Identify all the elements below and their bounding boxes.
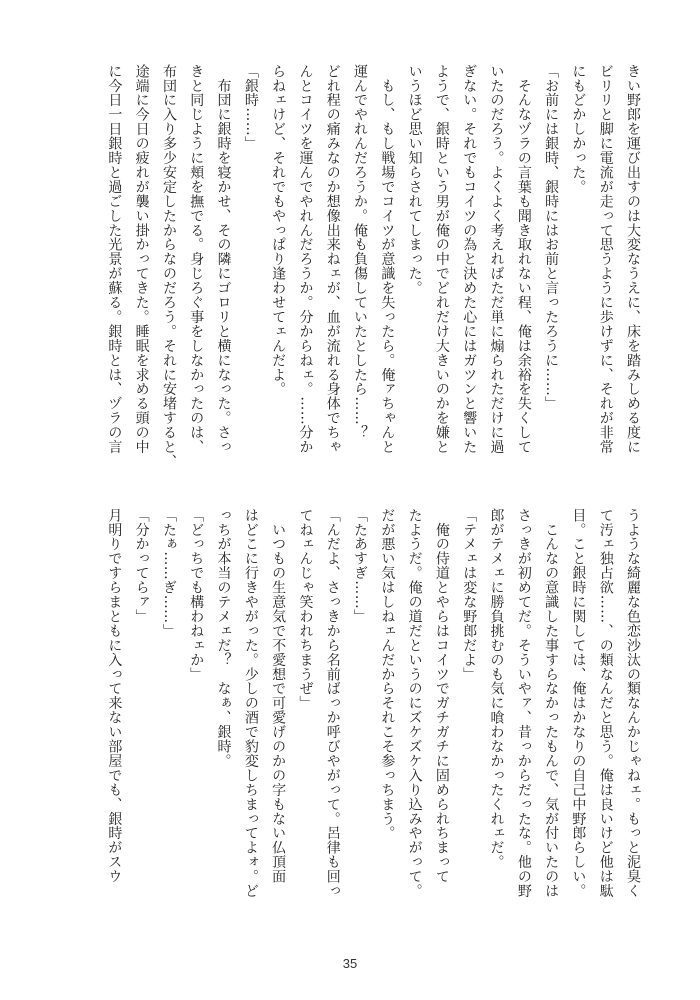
text-column: いうほど思い知らされてしまった。	[406, 64, 423, 296]
text-column: んとコイツを運んでやれんだろうか。分からねェ。……分か	[297, 64, 314, 455]
text-column: に今日一日銀時と過ごした光景が蘇る。銀時とは、ヅラの言	[106, 64, 123, 455]
text-column: 「たぁ……ぎ……」	[160, 508, 177, 639]
text-column: ぎない。それでもコイツの為と決めた心にはガツンと響いた	[461, 64, 478, 455]
text-column: 月明りですらまともに入って来ない部屋でも、銀時がスウ	[106, 508, 123, 884]
text-column: どれ程の痛みなのか想像出来ねェが、血が流れる身体でちゃ	[324, 64, 341, 455]
text-column: 運んでやれんだろうか。俺も負傷していたとしたら……？	[352, 64, 369, 440]
text-column: だが悪い気はしねェんだからそれこそ参っちまう。	[379, 508, 396, 841]
text-column: はどこに行きやがった。少しの酒で豹変しちまってよォ。ど	[242, 508, 259, 899]
text-column: らねェけど、それでもやっぱり逢わせてェんだよ。	[270, 64, 287, 397]
text-column: 郎がテメェに勝負挑むのも気に喰わなかったくれェだ。	[488, 508, 505, 870]
text-column: 目。こと銀時に関しては、俺はかなりの自己中野郎らしい。	[570, 508, 587, 899]
text-column: にもどかしかった。	[570, 64, 587, 195]
text-column: きい野郎を運び出すのは大変なうえに、床を踏みしめる度に	[625, 64, 641, 455]
text-column: 「お前には銀時、銀時にはお前と言ったろうに……」	[543, 64, 560, 411]
text-column: 「分かってらァ」	[133, 508, 150, 624]
text-column: さっきが初めてだ。そういやァ、昔っからだったな。他の野	[515, 508, 532, 899]
text-column: いたのだろう。よくよく考えればただ単に煽られただけに過	[488, 64, 505, 455]
text-column: ビリリと脚に電流が走って思うように歩けずに、それが非常	[597, 64, 614, 455]
text-column: 「銀時……」	[242, 64, 259, 151]
page-number: 35	[342, 956, 358, 971]
text-column: きと同じように頬を撫でる。身じろぐ事をしなかったのは、	[188, 64, 205, 455]
text-column: 「テメェは変な野郎だよ」	[461, 508, 478, 682]
text-column: ようで、銀時という男が俺の中でどれだけ大きいのかを嫌と	[433, 64, 450, 455]
text-column: 俺の侍道とやらはコイツでガチガチに固められちまって	[433, 508, 450, 884]
text-column: て汚ェ独占欲……、の類なんだと思う。俺は良いけど他は駄	[597, 508, 614, 899]
text-column: っちが本当のテメェだ？ なぁ、銀時。	[215, 508, 232, 769]
text-column: うような綺麗な色恋沙汰の類なんかじゃねェ。もっと泥臭く	[625, 508, 641, 899]
text-column: たようだ。俺の道だというのにズケズケ入り込みやがって。	[406, 508, 423, 899]
text-column: 「たあすぎ……」	[352, 508, 369, 624]
text-column: 途端に今日の疲れが襲い掛かってきた。睡眠を求める頭の中	[133, 64, 150, 455]
text-column: こんなの意識した事すらなかったもんで、気が付いたのは	[543, 508, 560, 899]
text-column: 布団に銀時を寝かせ、その隣にゴロリと横になった。さっ	[215, 64, 232, 455]
text-column: いつもの生意気で不愛想で可愛げのかの字もない仏頂面	[270, 508, 287, 884]
text-column: もし、もし戦場でコイツが意識を失ったら。俺ァちゃんと	[379, 64, 396, 455]
text-column: そんなヅラの言葉も聞き取れない程、俺は余裕を失くして	[515, 64, 532, 455]
text-block-bottom	[90, 508, 646, 908]
text-column: 布団に入り多少安定したからなのだろう。それに安堵すると、	[160, 64, 177, 469]
text-block-top	[90, 64, 646, 469]
text-column: てねェんじゃ笑われちまうぜ」	[297, 508, 314, 711]
text-column: 「んだよ、さっきから名前ばっか呼びやがって。呂律も回っ	[324, 508, 341, 899]
text-column: 「どっちでも構わねェか」	[188, 508, 205, 682]
